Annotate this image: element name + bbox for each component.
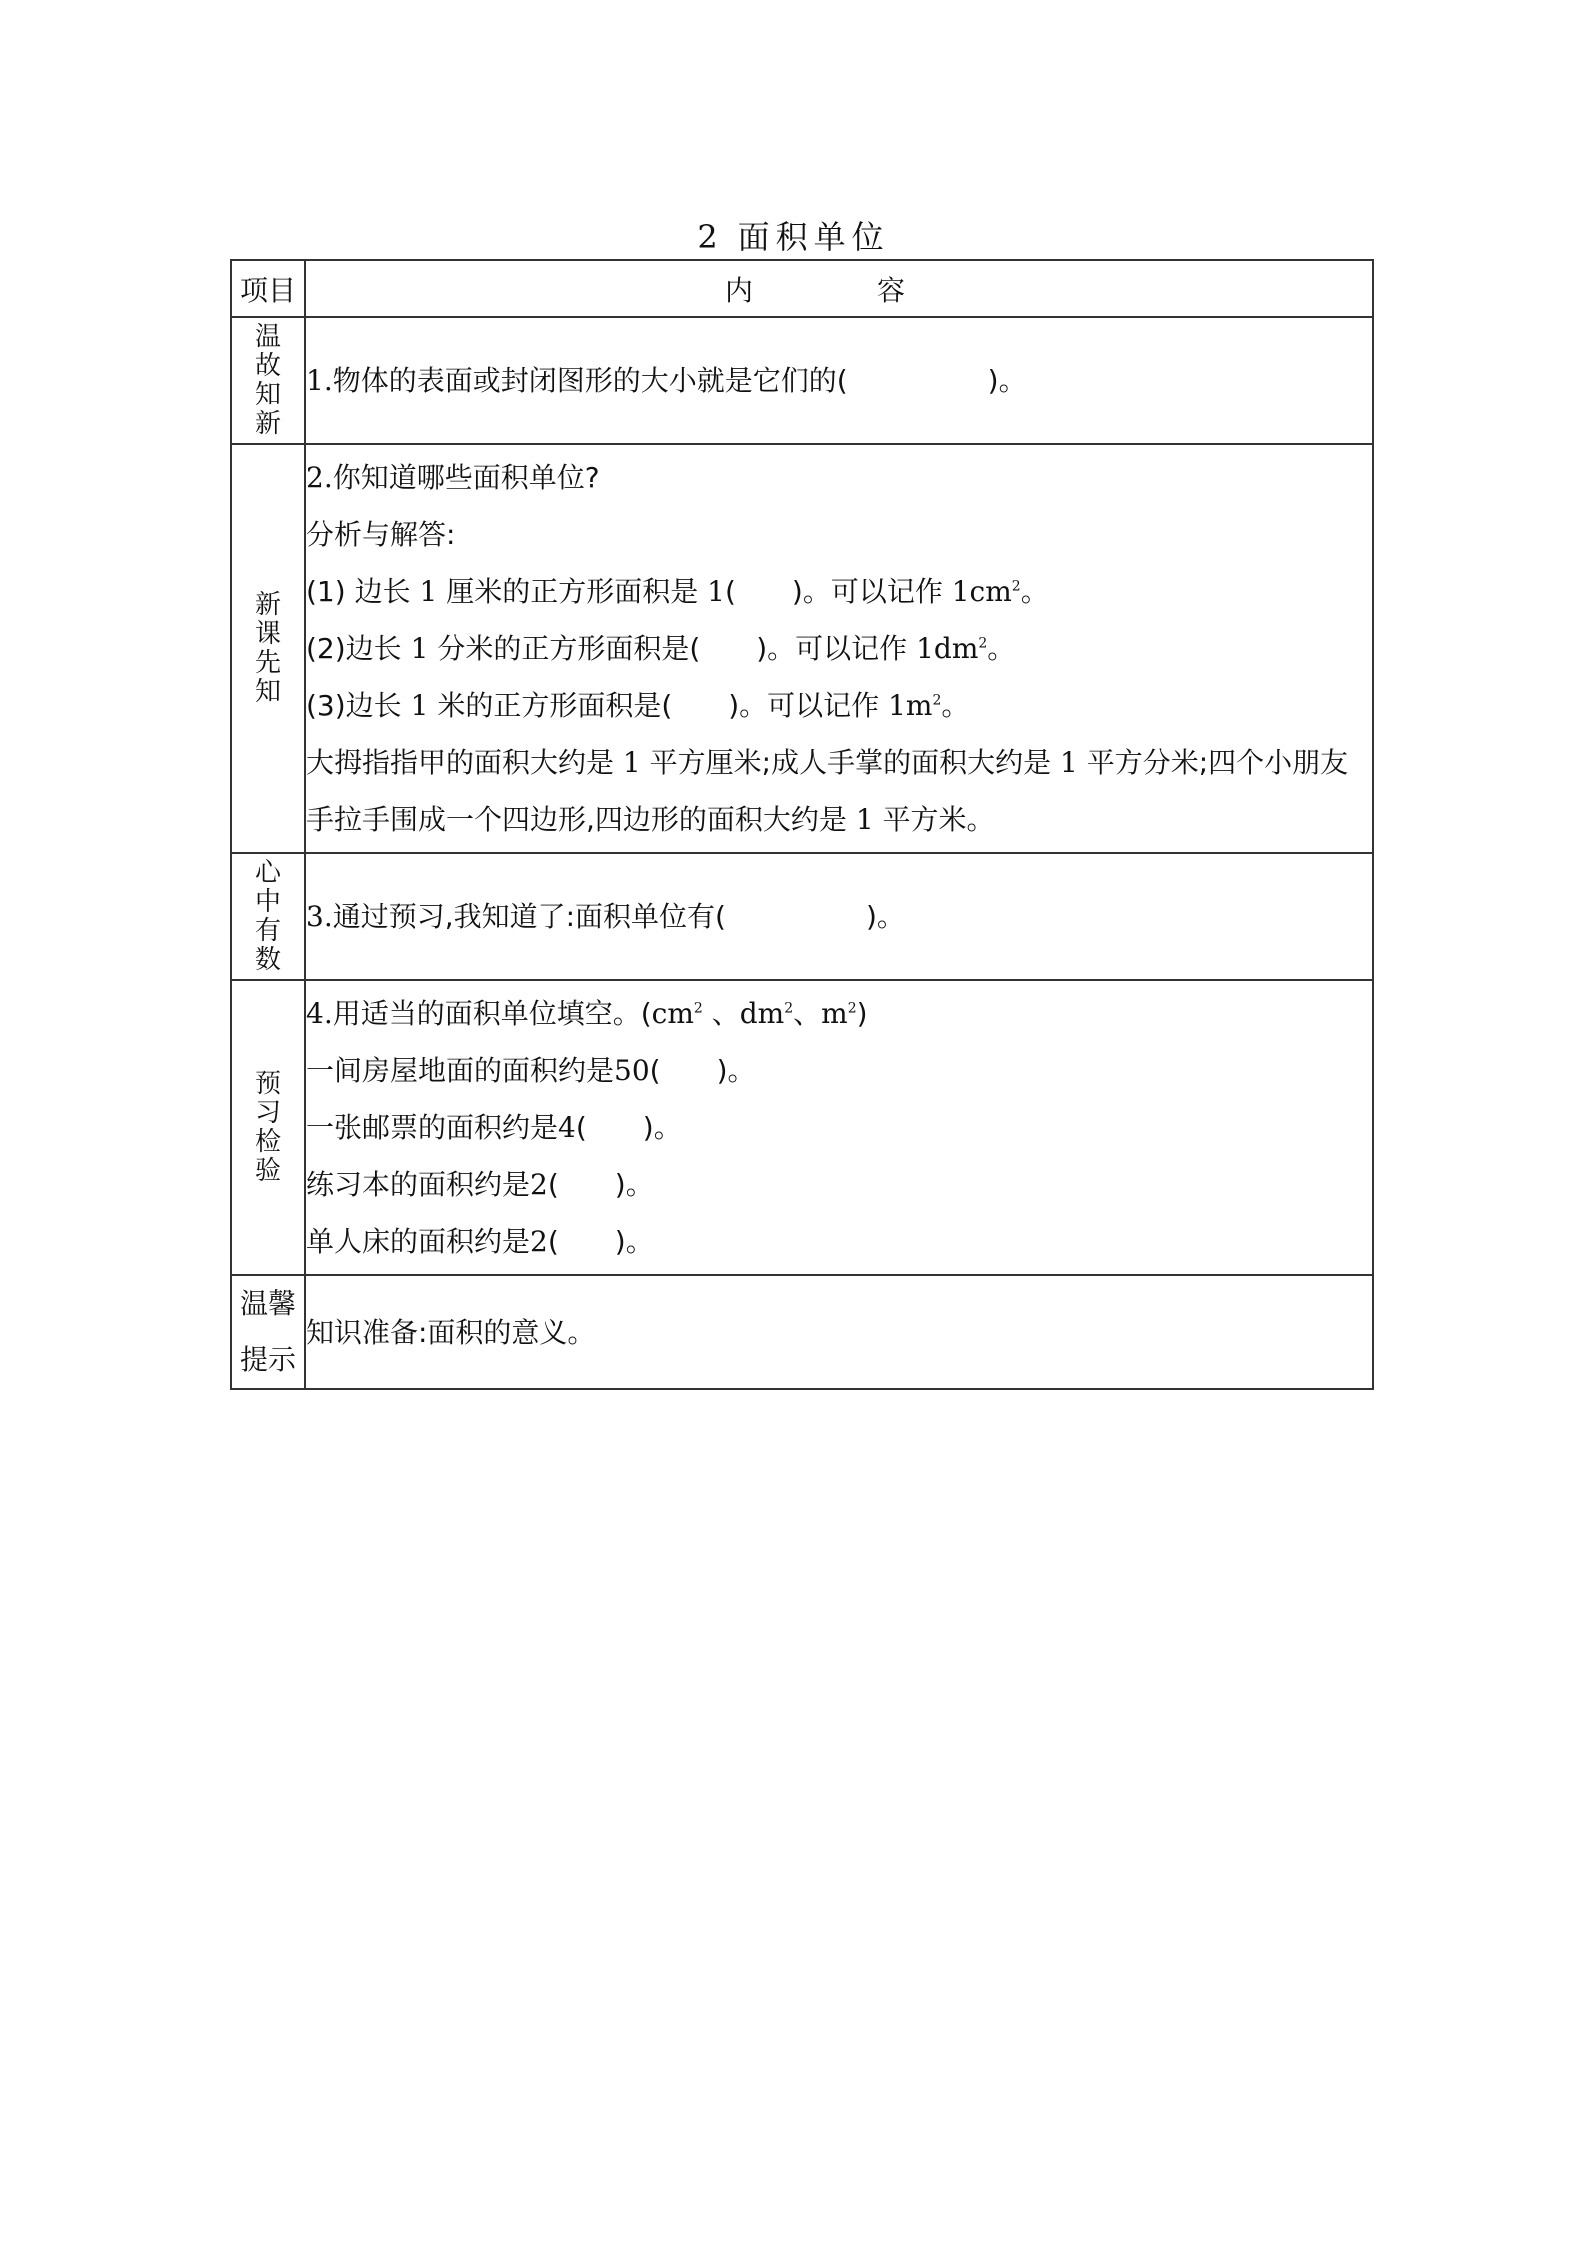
example-line-2 [306,791,1372,848]
label-char: 数 [254,944,281,975]
review-label [231,317,305,444]
separator: 、 [702,997,740,1030]
example-line-1 [306,734,1372,791]
text: 。 [987,632,1016,665]
number: 50 [614,1054,650,1087]
text: ( )。 [575,1111,682,1144]
text: (3)边长 [306,689,402,722]
unit: 1cm [951,575,1012,608]
label-char: 验 [254,1155,281,1186]
review-row [231,317,1373,444]
number: 2 [530,1168,548,1201]
question-4 [306,985,1372,1042]
tips-content [305,1275,1373,1389]
tips-text: 知识准备:面积的意义。 [306,1315,596,1349]
number: 2 [530,1225,548,1258]
new-lesson-content [305,444,1373,853]
question-number: 2. [306,461,333,494]
text: ) [856,997,868,1030]
check-item-1 [306,1042,1372,1099]
unit-cm: cm [651,997,694,1030]
text: 平方米。 [882,803,995,836]
question-text: 通过预习,我知道了:面积单位有( )。 [332,900,905,933]
superscript: 2 [693,1000,703,1017]
number: 1 [1060,746,1078,779]
superscript: 2 [847,1000,857,1017]
unit: 1dm [916,632,979,665]
label-char: 知 [254,379,281,410]
check-row [231,980,1373,1275]
text: 厘米的正方形面积是 [446,575,699,608]
worksheet-table [230,259,1374,1390]
tips-row [231,1275,1373,1389]
label-char: 新 [254,408,281,439]
text: 分米的正方形面积是( )。可以记作 [437,632,908,665]
analysis-line: 分析与解答: [306,518,456,551]
text: 大拇指指甲的面积大约是 [306,746,615,779]
question-text: 物体的表面或封闭图形的大小就是它们的( )。 [332,364,1027,397]
unit-dm: dm [739,997,785,1030]
superscript: 2 [978,635,988,652]
header-content-cell: 内 容 [305,260,1373,317]
text: 一间房屋地面的面积约是 [306,1054,615,1087]
question-2 [306,449,1372,506]
number: 4 [558,1111,576,1144]
label-line: 温馨 [239,1287,296,1320]
summary-row [231,853,1373,980]
review-content [305,317,1373,444]
superscript: 2 [784,1000,794,1017]
question-text: 用适当的面积单位填空。( [332,997,652,1030]
number: 1 [410,632,429,665]
header-item-cell: 项目 [231,260,305,317]
tips-label [231,1275,305,1389]
question-3 [306,888,1372,945]
label-char: 新 [254,589,281,620]
text: 。 [941,689,970,722]
separator: 、 [793,997,822,1030]
number: 1 [410,689,429,722]
label-char: 中 [254,886,281,917]
text: 平方厘米;成人手掌的面积大约是 [649,746,1052,779]
item-2-line [306,620,1372,677]
number: 1 [419,575,438,608]
superscript: 2 [932,692,942,709]
label-char: 习 [254,1097,281,1128]
text: ( )。可以记作 [724,575,943,608]
label-char: 课 [254,618,281,649]
text: (2)边长 [306,632,402,665]
text: (1) 边长 [306,575,411,608]
unit: 1m [888,689,933,722]
text: 米的正方形面积是( )。可以记作 [437,689,880,722]
number: 1 [622,746,641,779]
text: ( )。 [649,1054,756,1087]
table-header-row [231,260,1373,317]
title-number: 2 [697,218,724,256]
label-line: 提示 [239,1343,296,1376]
question-number: 3. [306,900,333,933]
page-title [0,212,1587,258]
question-number: 1. [306,364,333,397]
superscript: 2 [1011,578,1021,595]
item-3-line [306,677,1372,734]
label-char: 温 [254,321,281,352]
check-item-3 [306,1156,1372,1213]
question-number: 4. [306,997,333,1030]
check-item-2 [306,1099,1372,1156]
label-char: 先 [254,647,281,678]
text: 一张邮票的面积约是 [306,1111,559,1144]
number: 1 [707,575,725,608]
label-char: 故 [254,350,281,381]
title-text: 面积单位 [737,218,890,256]
item-1-line [306,563,1372,620]
summary-content [305,853,1373,980]
question-text: 你知道哪些面积单位? [332,461,600,494]
label-char: 知 [254,676,281,707]
text: 平方分米;四个小朋友 [1086,746,1349,779]
check-content [305,980,1373,1275]
text: 单人床的面积约是 [306,1225,531,1258]
check-item-4 [306,1213,1372,1270]
label-char: 心 [254,857,281,888]
text: ( )。 [547,1168,654,1201]
new-lesson-row [231,444,1373,853]
question-1 [306,352,1372,409]
new-lesson-label [231,444,305,853]
text: 。 [1020,575,1049,608]
unit-m: m [821,997,848,1030]
summary-label [231,853,305,980]
text: ( )。 [547,1225,654,1258]
label-char: 有 [254,915,281,946]
number: 1 [855,803,874,836]
label-char: 预 [254,1068,281,1099]
text: 练习本的面积约是 [306,1168,531,1201]
text: 手拉手围成一个四边形,四边形的面积大约是 [306,803,847,836]
check-label [231,980,305,1275]
label-char: 检 [254,1126,281,1157]
